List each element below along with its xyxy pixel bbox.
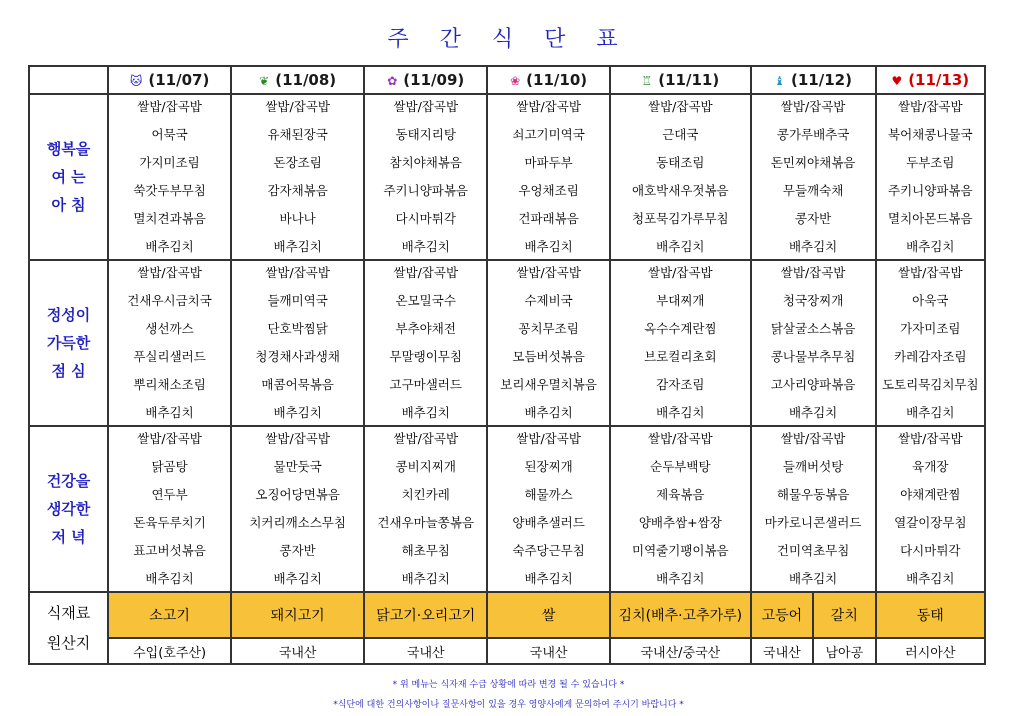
menu-item: 야채계란찜 [900,487,961,502]
menu-item: 쌀밥/잡곡밥 [265,431,330,446]
menu-item: 콩자반 [794,211,832,226]
leaf-icon: ❦ [259,74,270,88]
menu-item-list [752,95,875,259]
ingredient-name: 쌀 [487,592,610,638]
meal-label-breakfast: 행복을 여 는 아 침 [29,94,108,260]
menu-cell [108,94,231,260]
menu-item: 배추김치 [906,571,955,586]
drop-icon: ♝ [774,74,786,88]
menu-item-list [365,427,486,591]
menu-item: 배추김치 [273,405,322,420]
menu-item: 아욱국 [912,293,949,308]
menu-item: 배추김치 [273,239,322,254]
ingredient-name: 갈치 [813,592,875,638]
inquiry-text: *식단에 대한 건의사항이나 질문사항이 있을 경우 영양사에게 문의하여 주시기 바랍니다 * [333,700,684,710]
menu-item: 닭곰탕 [151,459,188,474]
menu-item-list [877,95,984,259]
menu-item: 돈육두루치기 [133,515,206,530]
date-header-3: ❀ (11/10) [487,66,610,94]
menu-item: 연두부 [151,487,188,502]
menu-item: 청포묵김가루무침 [632,211,729,226]
menu-item: 배추김치 [788,405,838,420]
origin-value: 남아공 [813,638,875,664]
menu-item-list [488,261,609,425]
menu-item-list [232,95,363,259]
menu-item: 제육볶음 [656,487,705,502]
menu-item: 콩비지찌개 [395,459,456,474]
menu-item: 마파두부 [524,155,573,170]
menu-item: 매콤어묵볶음 [261,377,334,392]
menu-item: 쑥갓두부무침 [133,183,206,198]
ingredient-label-cell [29,592,108,664]
menu-item: 숙주당근무침 [512,543,585,558]
menu-item: 모듬버섯볶음 [512,349,585,364]
date-header-5: ♝ (11/12) [751,66,876,94]
menu-item: 쌀밥/잡곡밥 [897,265,963,280]
origin-value: 국내산 [231,638,364,664]
menu-item: 푸실리샐러드 [133,349,206,364]
menu-item-list [752,427,875,591]
menu-item: 쌀밥/잡곡밥 [780,431,846,446]
menu-item: 배추김치 [656,571,705,586]
menu-item-list [365,261,486,425]
menu-item: 해초무침 [401,543,450,558]
menu-item-list [611,427,750,591]
origin-value: 국내산 [751,638,813,664]
menu-item-list [611,95,750,259]
menu-item: 배추김치 [524,405,573,420]
menu-item: 단호박찜닭 [267,321,328,336]
menu-cell [231,260,364,426]
menu-item: 생선까스 [145,321,194,336]
menu-item: 동태조림 [656,155,705,170]
menu-cell [487,260,610,426]
menu-item: 쌀밥/잡곡밥 [648,265,713,280]
menu-item: 쌀밥/잡곡밥 [393,99,459,114]
menu-item: 두부조림 [906,155,955,170]
menu-item: 북어채콩나물국 [888,127,973,142]
menu-item: 양배추샐러드 [512,515,585,530]
menu-item: 쌀밥/잡곡밥 [137,431,202,446]
menu-cell [364,94,487,260]
meal-label-lunch: 정성이 가득한 점 심 [29,260,108,426]
menu-item: 고사리양파볶음 [770,377,856,392]
menu-item: 치커리깨소스무침 [249,515,346,530]
menu-item: 해물우동볶음 [776,487,850,502]
ingredient-name: 소고기 [108,592,231,638]
menu-item: 부추야채전 [395,321,456,336]
menu-item: 주키니양파볶음 [888,183,973,198]
menu-item: 쌀밥/잡곡밥 [648,431,713,446]
menu-cell [876,94,985,260]
menu-cell [487,426,610,592]
meal-label-dinner: 건강을 생각한 저 녁 [29,426,108,592]
menu-item: 배추김치 [524,571,573,586]
menu-item: 배추김치 [788,239,838,254]
menu-item: 양배추쌈+쌈장 [638,515,722,530]
menu-item: 고구마샐러드 [389,377,462,392]
menu-item: 무들깨숙채 [782,183,844,198]
menu-item: 배추김치 [401,239,450,254]
menu-item: 미역줄기팽이볶음 [632,543,729,558]
menu-item-list [365,95,486,259]
menu-item: 배추김치 [145,239,194,254]
menu-item: 바나나 [279,211,316,226]
ingredient-name: 닭고기·오리고기 [364,592,487,638]
menu-item: 우엉채조림 [518,183,579,198]
menu-item: 쌀밥/잡곡밥 [516,431,581,446]
cup-icon: ♖ [641,74,653,88]
menu-item: 쌀밥/잡곡밥 [897,99,963,114]
menu-item: 옥수수계란찜 [644,321,717,336]
menu-cell [751,260,876,426]
menu-item-list [109,261,230,425]
menu-item: 꽁치무조림 [518,321,579,336]
menu-item-list [232,261,363,425]
menu-item: 치킨카레 [401,487,450,502]
menu-item-list [611,261,750,425]
menu-item: 돈장조림 [273,155,322,170]
menu-item: 수제비국 [524,293,573,308]
cat-icon: 🐱 [129,74,143,88]
ingredient-name: 돼지고기 [231,592,364,638]
menu-item: 동태지리탕 [395,127,456,142]
menu-item: 열갈이장무침 [894,515,967,530]
menu-item: 쌀밥/잡곡밥 [393,265,459,280]
menu-item-list [488,427,609,591]
menu-item: 표고버섯볶음 [133,543,206,558]
menu-item-list [877,427,984,591]
menu-item: 온모밀국수 [395,293,456,308]
menu-cell [231,426,364,592]
menu-cell [364,426,487,592]
ingredient-name: 고등어 [751,592,813,638]
ingredient-label: 식재료 [46,604,91,622]
menu-item: 배추김치 [145,571,194,586]
menu-item: 배추김치 [273,571,322,586]
menu-item: 카레감자조림 [894,349,967,364]
menu-item: 쌀밥/잡곡밥 [780,99,846,114]
menu-item: 배추김치 [788,571,838,586]
menu-item: 오징어당면볶음 [255,487,340,502]
origin-value: 수입(호주산) [108,638,231,664]
menu-item: 배추김치 [656,405,705,420]
menu-cell [876,260,985,426]
menu-cell [610,426,751,592]
menu-item: 애호박새우젓볶음 [632,183,729,198]
menu-item: 주키니양파볶음 [383,183,468,198]
corner-cell [29,66,108,94]
menu-item: 가지미조림 [139,155,200,170]
menu-item: 뿌리채소조림 [133,377,206,392]
menu-item: 다시마튀각 [900,543,961,558]
menu-item: 건새우마늘쫑볶음 [377,515,475,530]
menu-item: 배추김치 [524,239,573,254]
weekly-menu-table [28,65,986,665]
menu-item: 쌀밥/잡곡밥 [393,431,459,446]
menu-item: 배추김치 [906,405,955,420]
menu-item-list [752,261,875,425]
date-header-row [29,66,985,94]
menu-item: 들깨버섯탕 [782,459,844,474]
origin-value: 국내산 [364,638,487,664]
menu-item: 콩나물부추무침 [770,349,856,364]
menu-item: 쌀밥/잡곡밥 [265,265,330,280]
menu-item: 배추김치 [401,405,450,420]
menu-item: 순두부백탕 [650,459,711,474]
menu-item: 쌀밥/잡곡밥 [780,265,846,280]
origin-label: 원산지 [46,634,91,652]
menu-cell [610,260,751,426]
flower-icon: ✿ [387,74,398,88]
date-header-1: ❦ (11/08) [231,66,364,94]
date-header-6: ♥ (11/13) [876,66,985,94]
menu-cell [751,94,876,260]
date-header-2: ✿ (11/09) [364,66,487,94]
menu-item: 해물까스 [524,487,573,502]
menu-item: 근대국 [662,127,699,142]
origin-value: 국내산 [487,638,610,664]
page-title: 주 간 식 단 표 [387,27,630,52]
menu-item: 가자미조림 [900,321,961,336]
ingredient-row [29,592,985,638]
menu-item: 감자조림 [656,377,705,392]
menu-cell [108,260,231,426]
menu-item: 참치야채볶음 [389,155,462,170]
menu-item: 쌀밥/잡곡밥 [265,99,330,114]
menu-cell [876,426,985,592]
menu-item-list [488,95,609,259]
menu-item: 콩가루배추국 [776,127,850,142]
breakfast-row [29,94,985,260]
menu-item: 청국장찌개 [782,293,844,308]
menu-cell [751,426,876,592]
menu-item: 멸치아몬드볶음 [888,211,973,226]
menu-item: 배추김치 [906,239,955,254]
menu-item-list [877,261,984,425]
menu-item: 쇠고기미역국 [512,127,585,142]
menu-cell [231,94,364,260]
menu-item: 도토리묵김치무침 [881,377,979,392]
menu-item: 된장찌개 [524,459,573,474]
menu-item: 다시마튀각 [395,211,456,226]
menu-item: 배추김치 [145,405,194,420]
menu-item: 돈민찌야채볶음 [770,155,856,170]
origin-row [29,638,985,664]
heart-icon: ♥ [891,74,903,88]
menu-item: 보리새우멸치볶음 [500,377,597,392]
origin-value: 러시아산 [876,638,985,664]
menu-item-list [232,427,363,591]
menu-cell [610,94,751,260]
menu-item: 건새우시금치국 [127,293,212,308]
date-header-0: 🐱 (11/07) [108,66,231,94]
menu-item: 무말랭이무침 [389,349,462,364]
origin-value: 국내산/중국산 [610,638,751,664]
menu-item: 배추김치 [656,239,705,254]
menu-item: 쌀밥/잡곡밥 [516,99,581,114]
menu-item-list [109,427,230,591]
ingredient-name: 김치(배추·고추가루) [610,592,751,638]
menu-item: 물만둣국 [273,459,322,474]
menu-item: 건미역초무침 [776,543,850,558]
ingredient-name: 동태 [876,592,985,638]
menu-item: 청경채사과생채 [255,349,340,364]
menu-item: 유채된장국 [267,127,328,142]
menu-item: 쌀밥/잡곡밥 [137,265,202,280]
menu-item: 육개장 [912,459,949,474]
menu-item: 어묵국 [151,127,188,142]
menu-item: 부대찌개 [656,293,705,308]
menu-item: 닭살굴소스볶음 [770,321,856,336]
menu-item: 브로컬리초회 [644,349,717,364]
lunch-row [29,260,985,426]
menu-item: 배추김치 [401,571,450,586]
pink-flower-icon: ❀ [510,74,521,88]
menu-cell [487,94,610,260]
date-header-4: ♖ (11/11) [610,66,751,94]
menu-cell [364,260,487,426]
menu-item: 들깨미역국 [267,293,328,308]
menu-item: 쌀밥/잡곡밥 [897,431,963,446]
menu-item: 마카로니콘샐러드 [764,515,862,530]
menu-item: 건파래볶음 [518,211,579,226]
notice-text: * 위 메뉴는 식자재 수급 상황에 따라 변경 될 수 있습니다 * [392,680,625,690]
menu-item: 쌀밥/잡곡밥 [516,265,581,280]
menu-item: 쌀밥/잡곡밥 [648,99,713,114]
menu-item: 감자채볶음 [267,183,328,198]
menu-item: 콩자반 [279,543,316,558]
menu-item: 멸치견과볶음 [133,211,206,226]
menu-cell [108,426,231,592]
menu-item-list [109,95,230,259]
dinner-row [29,426,985,592]
menu-item: 쌀밥/잡곡밥 [137,99,202,114]
